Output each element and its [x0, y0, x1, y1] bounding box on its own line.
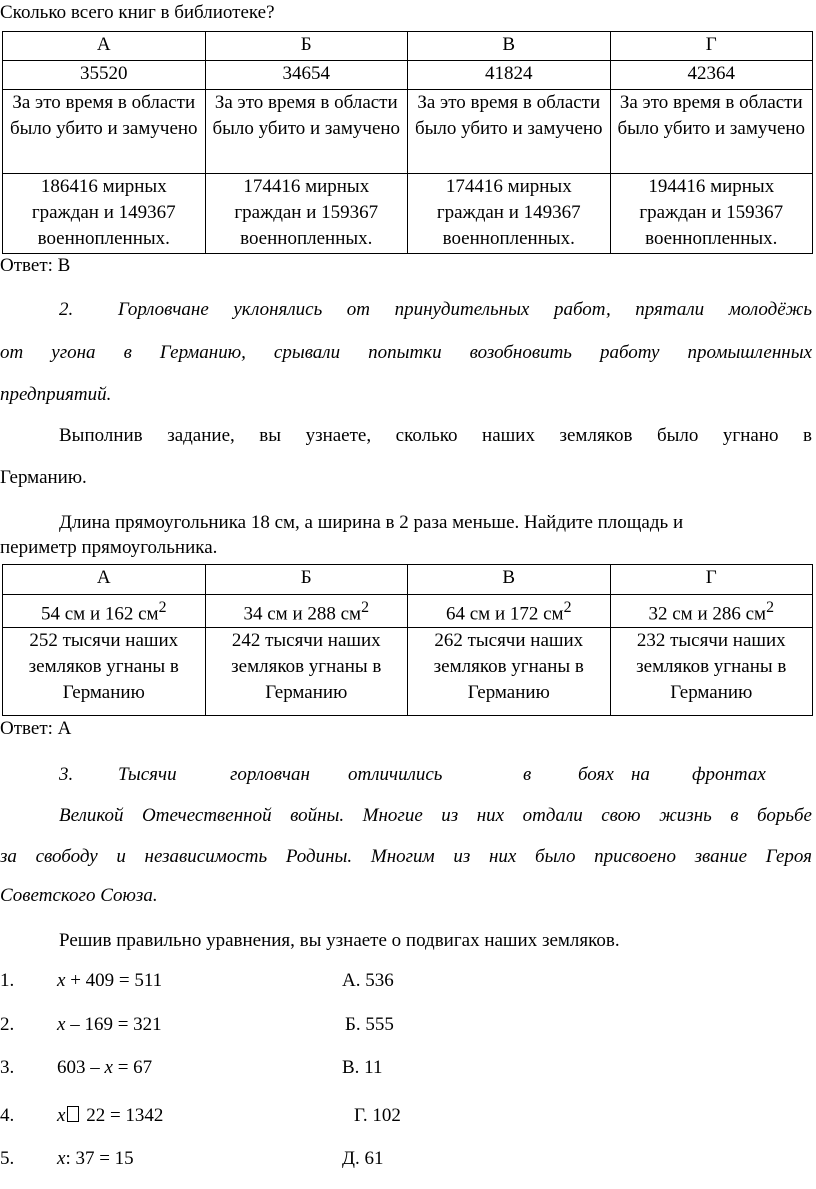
equation-expression: [57, 1148, 134, 1170]
equation-answer: Д. 61: [342, 1148, 384, 1169]
value-superscript: 2: [158, 599, 167, 616]
task-3-line-4: Советского Союза.: [0, 885, 158, 906]
equation-answer: Б. 555: [345, 1014, 394, 1035]
equation-row: [0, 1057, 816, 1083]
rectangle-answers-table: [2, 564, 813, 716]
library-answers-table: [2, 31, 813, 254]
equation-rest: – 169 = 321: [65, 1014, 162, 1035]
equation-rest: = 67: [112, 1057, 153, 1078]
word: Тысячи: [118, 764, 177, 785]
answer-cell: 262 тысячи наших земляков угнаны в Германию: [408, 628, 611, 716]
answer-cell: 174416 мирных граждан и 159367 военнопленных.: [205, 174, 408, 254]
answer-cell: 252 тысячи наших земляков угнаны в Германию: [3, 628, 206, 716]
equation-answer: В. 11: [342, 1057, 383, 1078]
text-cell: За это время в области было убито и замучено: [205, 90, 408, 174]
value-cell: [610, 595, 813, 628]
value-text: 32 см и 286 см: [648, 603, 767, 625]
header-cell: В: [408, 32, 611, 61]
table-header-row: [3, 565, 813, 595]
task-2-intro-line-3: предприятий.: [0, 384, 112, 405]
value-text: 34 см и 288 см: [243, 603, 362, 625]
equation-row: [0, 970, 816, 996]
equation-row: [0, 1105, 816, 1131]
word: боях: [578, 764, 614, 785]
equation-variable: x: [57, 1014, 66, 1035]
equation-row: [0, 1014, 816, 1040]
equation-number: 4.: [0, 1105, 15, 1126]
value-superscript: 2: [563, 599, 572, 616]
word: горловчан: [230, 764, 310, 785]
equation-number: 1.: [0, 970, 15, 991]
value-cell: 35520: [3, 61, 206, 90]
value-superscript: 2: [766, 599, 774, 616]
equation-expression: [57, 1057, 152, 1079]
header-cell: Г: [610, 32, 813, 61]
table-row: [3, 628, 813, 716]
table-header-row: [3, 32, 813, 61]
value-text: 54 см и 162 см: [40, 603, 159, 625]
answer-cell: 174416 мирных граждан и 149367 военнопленных.: [408, 174, 611, 254]
answer-cell: 242 тысячи наших земляков угнаны в Германию: [205, 628, 408, 716]
answer-label-1: Ответ: В: [0, 255, 71, 276]
equation-variable: x: [57, 1148, 66, 1169]
question-1-text: Сколько всего книг в библиотеке?: [0, 2, 275, 23]
task-2-instruction-line-1: Выполнив задание, вы узнаете, сколько наших земляков было угнано в: [59, 425, 812, 446]
text-cell: За это время в области было убито и замучено: [408, 90, 611, 174]
value-cell: [205, 595, 408, 628]
missing-symbol-box-icon: [67, 1106, 79, 1122]
task-2-problem-line-1: Длина прямоугольника 18 см, а ширина в 2 раза меньше. Найдите площадь и: [59, 512, 684, 533]
word: фронтах: [692, 764, 766, 785]
answer-cell: 232 тысячи наших земляков угнаны в Германию: [610, 628, 813, 716]
task-3-instruction: Решив правильно уравнения, вы узнаете о подвигах наших земляков.: [59, 930, 620, 951]
value-cell: [408, 595, 611, 628]
value-cell: [3, 595, 206, 628]
header-cell: Г: [610, 565, 813, 595]
equation-expression: [57, 970, 162, 992]
task-2-instruction-line-2: Германию.: [0, 467, 87, 488]
equation-variable: x: [57, 1105, 66, 1126]
word: отличились: [348, 764, 443, 785]
header-cell: Б: [205, 565, 408, 595]
table-row: [3, 174, 813, 254]
equation-answer: А. 536: [342, 970, 394, 991]
task-2-number: 2.: [59, 299, 74, 320]
text-cell: За это время в области было убито и замучено: [3, 90, 206, 174]
value-superscript: 2: [361, 599, 369, 616]
task-3-line-3: за свободу и независимость Родины. Многим из них было присвоено звание Героя: [0, 846, 812, 867]
answer-label-2: Ответ: А: [0, 718, 72, 739]
task-3-line-1: [0, 764, 816, 790]
word: на: [631, 764, 650, 785]
table-row: [3, 61, 813, 90]
value-cell: 41824: [408, 61, 611, 90]
task-2-intro-line-2: от угона в Германию, срывали попытки возобновить работу промышленных: [0, 342, 812, 363]
equation-expression: [57, 1105, 163, 1127]
text-cell: За это время в области было убито и замучено: [610, 90, 813, 174]
equation-prefix: 603 –: [57, 1057, 105, 1078]
answer-cell: 186416 мирных граждан и 149367 военнопленных.: [3, 174, 206, 254]
task-2-intro-line-1: Горловчане уклонялись от принудительных работ, прятали молодёжь: [118, 299, 812, 320]
task-2-problem-line-2: периметр прямоугольника.: [0, 537, 218, 558]
equation-rest: : 37 = 15: [65, 1148, 134, 1169]
equation-number: 3.: [0, 1057, 15, 1078]
equation-rest: 22 = 1342: [81, 1105, 164, 1126]
equation-variable: x: [57, 970, 66, 991]
equation-number: 2.: [0, 1014, 15, 1035]
value-cell: 34654: [205, 61, 408, 90]
value-cell: 42364: [610, 61, 813, 90]
equation-expression: [57, 1014, 162, 1036]
table-row: [3, 595, 813, 628]
header-cell: Б: [205, 32, 408, 61]
header-cell: А: [3, 32, 206, 61]
header-cell: А: [3, 565, 206, 595]
equation-variable: x: [104, 1057, 113, 1078]
header-cell: В: [408, 565, 611, 595]
equation-row: [0, 1148, 816, 1174]
equation-rest: + 409 = 511: [65, 970, 163, 991]
task-3-number: 3.: [59, 764, 74, 785]
answer-cell: 194416 мирных граждан и 159367 военнопленных.: [610, 174, 813, 254]
word: в: [523, 764, 532, 785]
table-row: [3, 90, 813, 174]
equation-number: 5.: [0, 1148, 15, 1169]
value-text: 64 см и 172 см: [445, 603, 564, 625]
equation-answer: Г. 102: [354, 1105, 401, 1126]
task-3-line-2: Великой Отечественной войны. Многие из них отдали свою жизнь в борьбе: [59, 805, 812, 826]
